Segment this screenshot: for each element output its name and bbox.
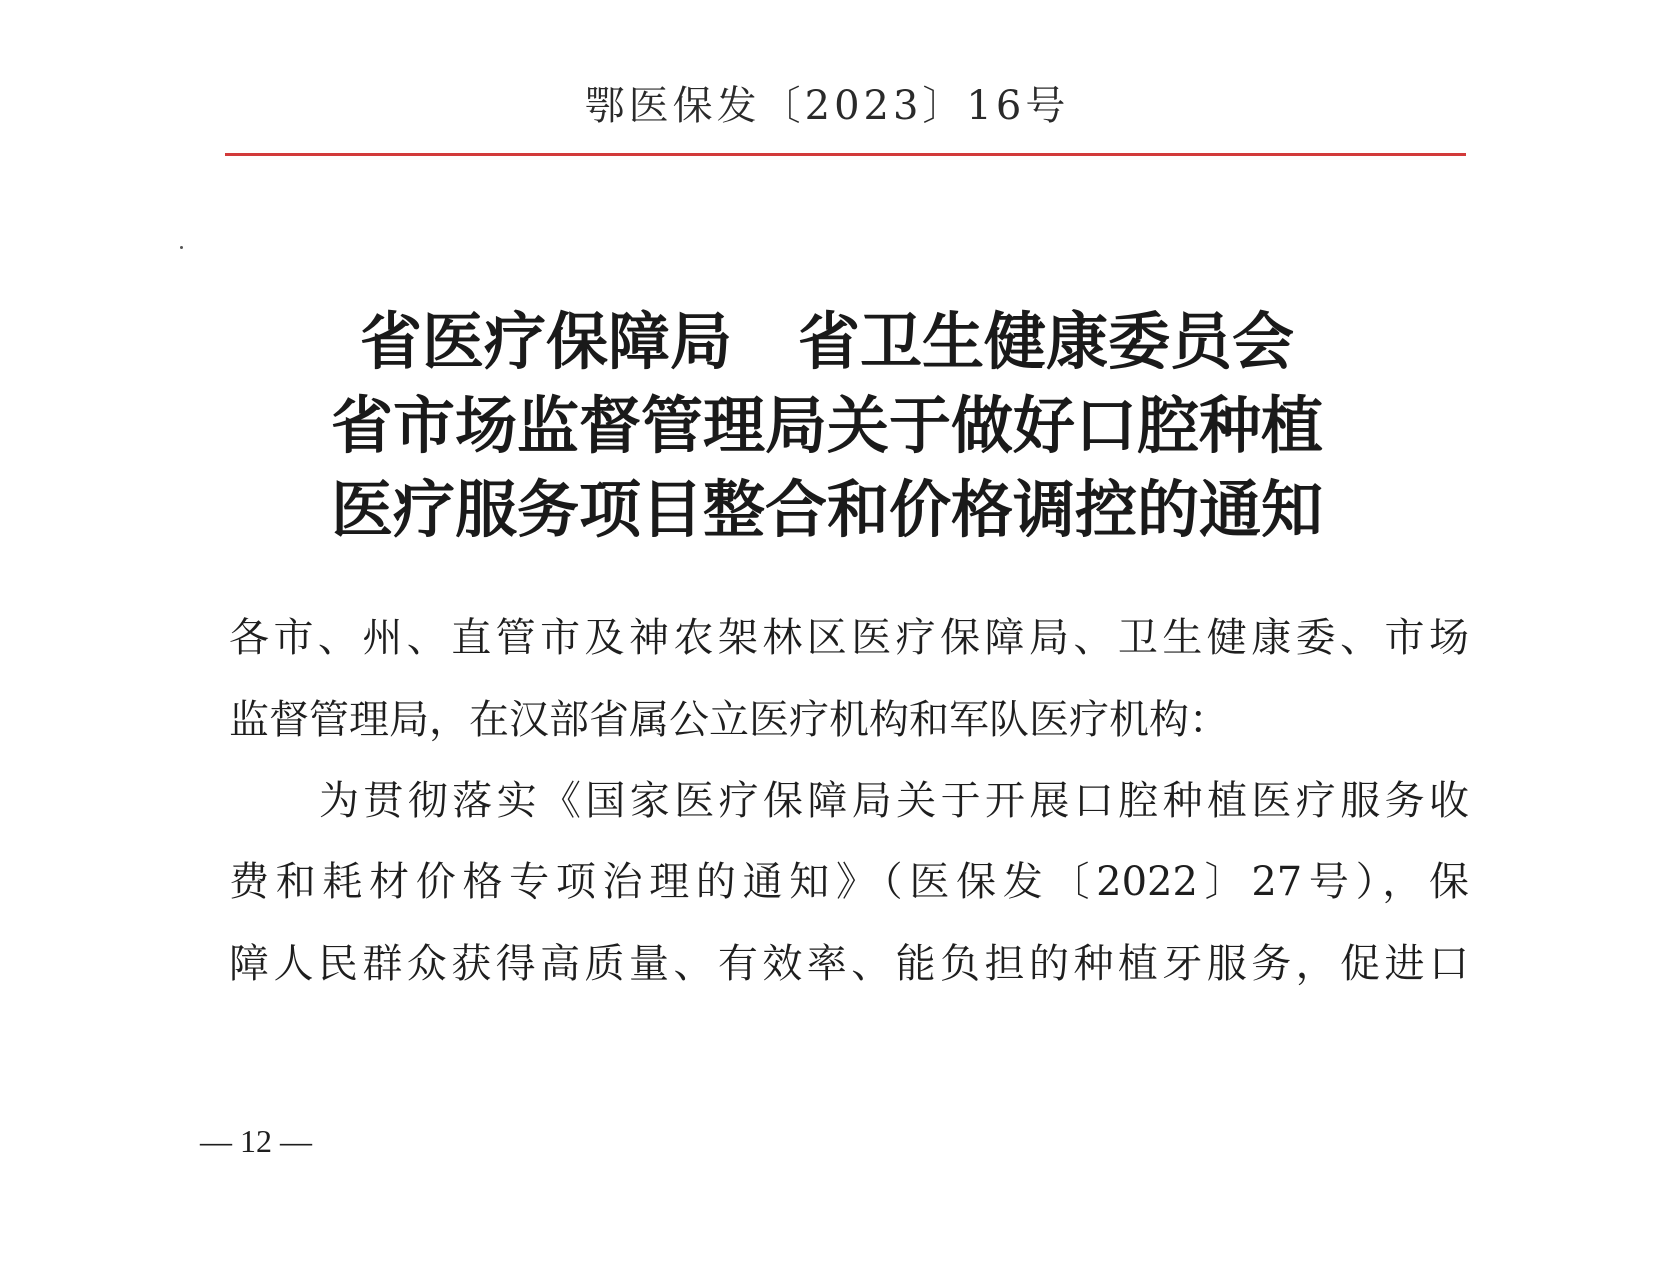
addressee-line-1: 各市、州、直管市及神农架林区医疗保障局、卫生健康委、市场: [229, 615, 1469, 661]
red-header-rule: [225, 153, 1466, 156]
title-issuer-1: 省医疗保障局: [359, 305, 732, 378]
addressee-line-2: 监督管理局，在汉部省属公立医疗机构和军队医疗机构：: [229, 697, 1229, 743]
paragraph-line-1: 为贯彻落实《国家医疗保障局关于开展口腔种植医疗服务收: [319, 778, 1469, 824]
paragraph-line-2: 费和耗材价格专项治理的通知》（医保发〔2022〕27号），保: [229, 859, 1469, 905]
document-number: 鄂医保发〔2023〕16号: [584, 83, 1070, 129]
scan-speck: [180, 246, 183, 249]
title-issuer-2: 省卫生健康委员会: [798, 305, 1295, 378]
title-line-3: 医疗服务项目整合和价格调控的通知: [330, 473, 1323, 546]
title-line-1: [0, 300, 1654, 384]
title-line-2: 省市场监督管理局关于做好口腔种植: [330, 389, 1323, 462]
paragraph-line-3: 障人民群众获得高质量、有效率、能负担的种植牙服务，促进口: [229, 941, 1469, 987]
page-number: — 12 —: [200, 1123, 312, 1159]
